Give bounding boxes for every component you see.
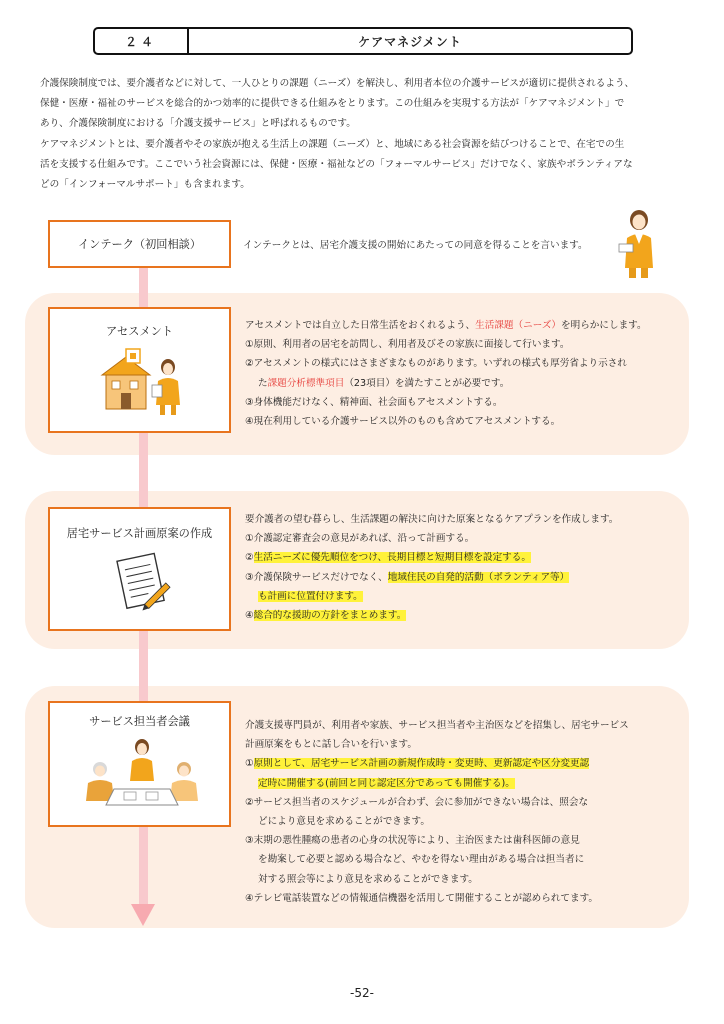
meeting-item-3: ③末期の悪性腫瘍の患者の心身の状況等により、主治医または歯科医師の意見 <box>245 835 580 847</box>
highlight-text: 原則として、居宅サービス計画の新規作成時・変更時、更新認定や区分変更認 <box>253 758 590 770</box>
intro-line: 活を支援する仕組みです。ここでいう社会資源には、保健・医療・福祉などの「フォーマルサービス」だけでなく、家族やボランティアな <box>40 158 633 170</box>
intro-text <box>40 74 690 195</box>
meeting-line: 計画原案をもとに話し合いを行います。 <box>245 739 417 751</box>
intro-line: ケアマネジメントとは、要介護者やその家族が抱える生活上の課題（ニーズ）と、地域にある社会資源を結びつけることで、在宅での生 <box>40 138 625 150</box>
meeting-people-illustration <box>80 735 204 811</box>
meeting-description <box>245 716 629 908</box>
intake-label: インテーク（初回相談） <box>77 238 202 251</box>
plan-label: 居宅サービス計画原案の作成 <box>66 527 213 540</box>
section-header <box>93 27 633 55</box>
assessment-label: アセスメント <box>105 325 173 338</box>
meeting-item-1-cont <box>245 774 629 793</box>
meeting-item-3-cont: 対する照会等により意見を求めることができます。 <box>258 873 478 885</box>
meeting-box <box>48 701 231 827</box>
intro-line: あり、介護保険制度における「介護支援サービス」と呼ばれるものです。 <box>40 118 356 130</box>
document-pen-icon <box>112 553 178 613</box>
meeting-item-3-cont: を勘案して必要と認める場合など、やむを得ない理由がある場合は担当者に <box>258 854 585 866</box>
house-visit-illustration <box>96 345 192 417</box>
plan-item-2: ②生活ニーズに優先順位をつけ、長期目標と短期目標を設定する。 <box>245 552 531 564</box>
intro-line: 介護保険制度では、要介護者などに対して、一人ひとりの課題（ニーズ）を解決し、利用者本位の介護サービスが適切に提供されるよう、 <box>40 78 635 89</box>
meeting-label: サービス担当者会議 <box>89 715 190 728</box>
section-title: ケアマネジメント <box>358 34 462 49</box>
intro-line: どの「インフォーマルサポート」も含まれます。 <box>40 179 250 191</box>
plan-item-4: ④総合的な援助の方針をまとめます。 <box>245 610 407 622</box>
highlight-text: 地域住民の自発的活動（ボランティア等） <box>387 571 570 583</box>
meeting-item-4: ④テレビ電話装置などの情報通信機器を活用して開催することが認められてます。 <box>245 892 599 904</box>
intake-description: インテークとは、居宅介護支援の開始にあたっての同意を得ることを言います。 <box>243 240 588 251</box>
meeting-item-2-cont: どにより意見を求めることができます。 <box>258 816 430 828</box>
plan-box <box>48 507 231 631</box>
highlight-text: 定時に開催する(前回と同じ認定区分であっても開催する)。 <box>258 777 515 789</box>
assessment-item-3: ③身体機能だけなく、精神面、社会面もアセスメントする。 <box>245 396 503 408</box>
meeting-item-1: ①原則として、居宅サービス計画の新規作成時・変更時、更新認定や区分変更認 <box>245 758 590 770</box>
intro-line: 保健・医療・福祉のサービスを総合的かつ効率的に提供できる仕組みをとります。この仕組みを実現する方法が「ケアマネジメント」で <box>40 98 625 110</box>
red-keyword: 課題分析標準項目 <box>267 377 345 389</box>
assessment-item-4: ④現在利用している介護サービス以外のものも含めてアセスメントする。 <box>245 416 561 428</box>
assessment-line: アセスメントでは自立した日常生活をおくれるよう、生活課題（ニーズ）を明らかにします。 <box>245 320 647 331</box>
flow-arrow-head <box>131 904 155 926</box>
plan-item-1: ①介護認定審査会の意見があれば、沿って計画する。 <box>245 533 475 545</box>
staff-woman-illustration <box>615 208 661 280</box>
assessment-item-2-cont: た課題分析標準項目（23項目）を満たすことが必要です。 <box>258 377 510 389</box>
intake-box <box>48 220 231 268</box>
section-number: ２４ <box>95 29 189 53</box>
highlight-text: 総合的な援助の方針をまとめます。 <box>253 610 407 622</box>
assessment-item-2: ②アセスメントの様式にはさまざまなものがあります。いずれの様式も厚労省より示され <box>245 358 627 370</box>
highlight-text: も計画に位置付けます。 <box>258 590 363 602</box>
meeting-line: 介護支援専門員が、利用者や家族、サービス担当者や主治医などを招集し、居宅サービス <box>245 720 629 731</box>
page-number: -52- <box>350 986 374 1000</box>
highlight-text: 生活ニーズに優先順位をつけ、長期目標と短期目標を設定する。 <box>253 552 531 564</box>
assessment-description <box>245 316 647 431</box>
assessment-box <box>48 307 231 433</box>
plan-description <box>245 510 618 625</box>
assessment-item-1: ①原則、利用者の居宅を訪問し、利用者及びその家族に面接して行います。 <box>245 339 570 351</box>
plan-item-3: ③介護保険サービスだけでなく、地域住民の自発的活動（ボランティア等） <box>245 571 570 583</box>
red-keyword: 生活課題（ニーズ） <box>475 320 562 331</box>
meeting-item-2: ②サービス担当者のスケジュールが合わず、会に参加ができない場合は、照会な <box>245 796 589 808</box>
plan-line: 要介護者の望む暮らし、生活課題の解決に向けた原案となるケアプランを作成します。 <box>245 514 619 525</box>
plan-item-3-cont <box>245 587 618 606</box>
